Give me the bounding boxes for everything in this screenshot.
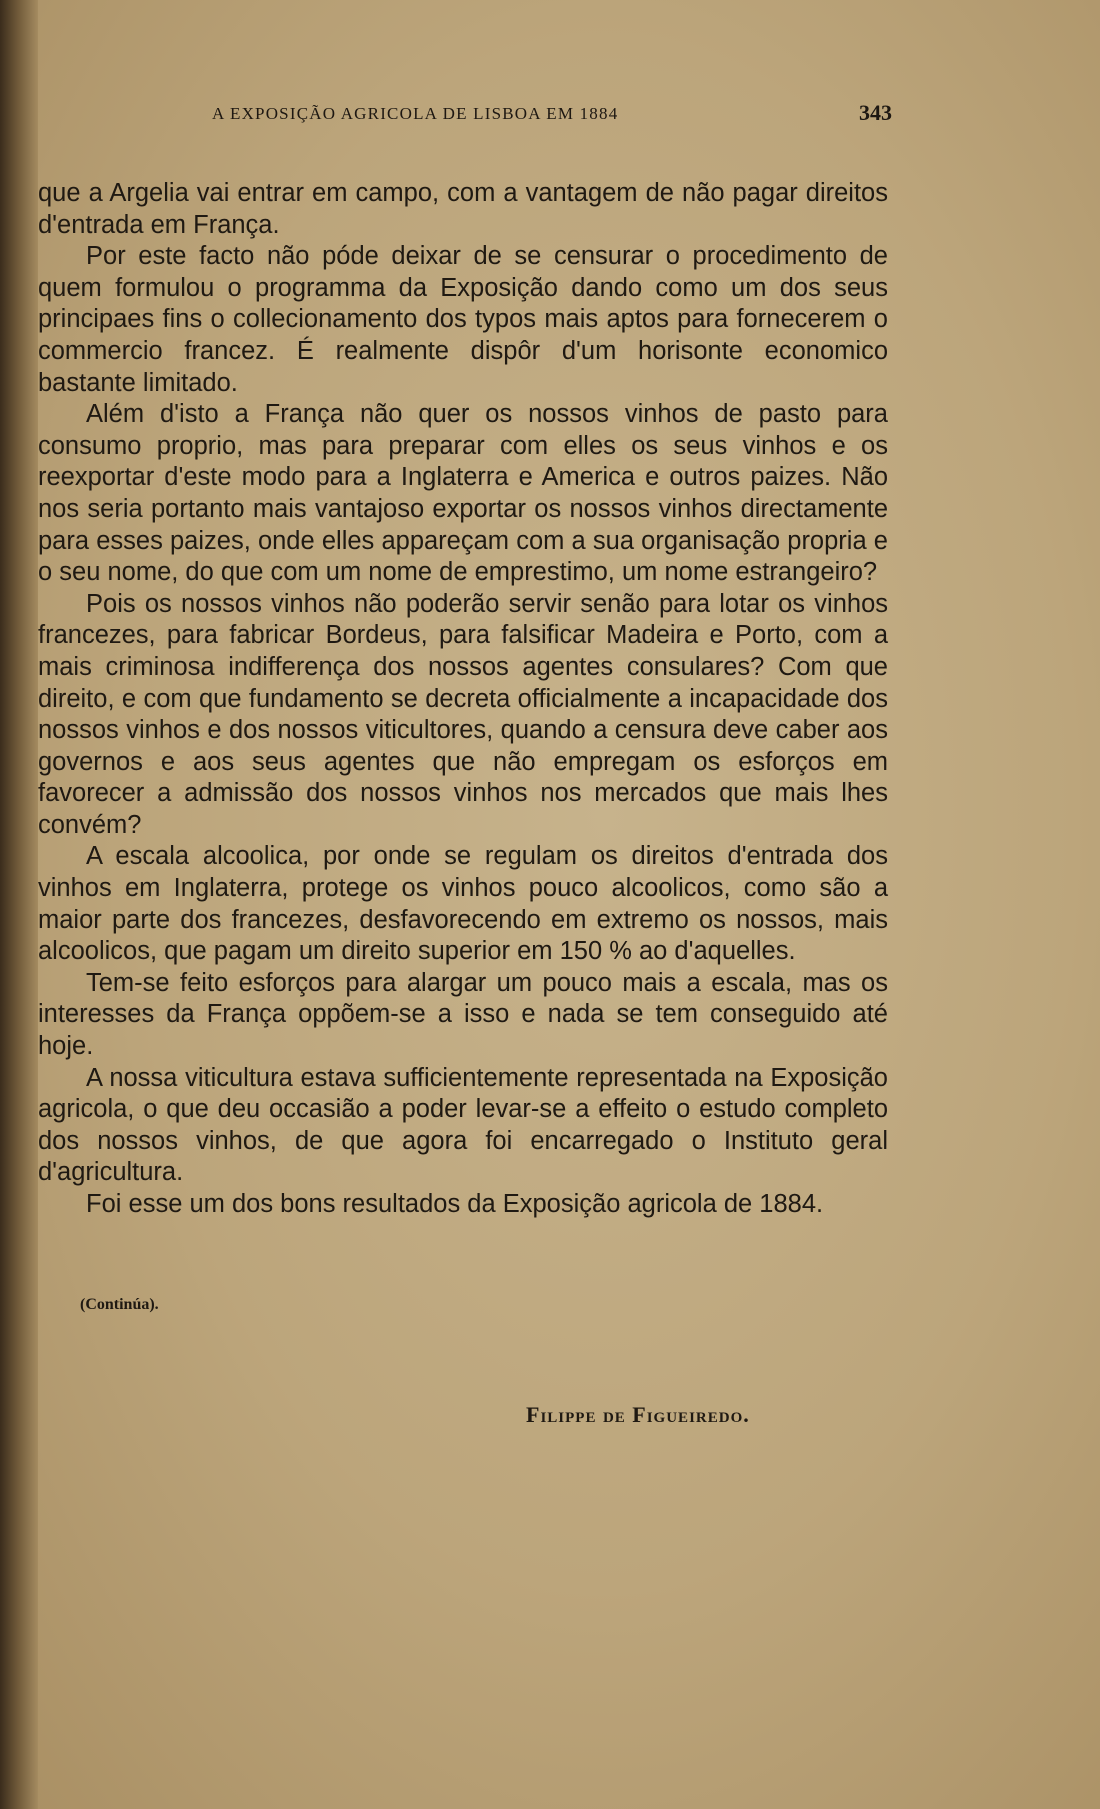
article-body — [38, 178, 888, 1221]
paragraph: Tem-se feito esforços para alargar um pouco mais a escala, mas os interesses da França oppõem-se a isso e nada se tem conseguido até hoje. — [38, 968, 888, 1061]
paragraph: que a Argelia vai entrar em campo, com a vantagem de não pagar direitos d'entrada em França. — [38, 179, 888, 239]
paragraph: A nossa viticultura estava sufficientemente representada na Exposição agricola, o que deu occasião a poder levar-se a effeito o estudo completo dos nossos vinhos, de que agora foi encarregado o Instituto geral d'agricultura. — [38, 1063, 888, 1187]
continuation-note: (Continúa). — [80, 1296, 159, 1313]
book-spine-shadow — [0, 0, 38, 1809]
paragraph: Foi esse um dos bons resultados da Exposição agricola de 1884. — [86, 1190, 824, 1218]
author-signature: Filippe de Figueiredo. — [526, 1402, 750, 1427]
page-number: 343 — [859, 100, 892, 125]
paragraph: A escala alcoolica, por onde se regulam os direitos d'entrada dos vinhos em Inglaterra, protege os vinhos pouco alcoolicos, como são a maior parte dos francezes, desfavorecendo em extremo os nossos, mais alcoolicos, que pagam um direito superior em 150 % ao d'aquelles. — [38, 842, 888, 966]
paragraph: Pois os nossos vinhos não poderão servir senão para lotar os vinhos francezes, para fabricar Bordeus, para falsificar Madeira e Porto, com a mais criminosa indifferença dos nossos agentes consulares? Com que direito, e com que fundamento se decreta officialmente a incapacidade dos nossos vinhos e dos nossos viticultores, quando a censura deve caber aos governos e aos seus agentes que não empregam os esforços em favorecer a admissão dos nossos vinhos nos mercados que mais lhes convém? — [38, 589, 888, 839]
paragraph: Por este facto não póde deixar de se censurar o procedimento de quem formulou o programma da Exposição dando como um dos seus principaes fins o collecionamento dos typos mais aptos para fornecerem o commercio francez. É realmente dispôr d'um horisonte economico bastante limitado. — [38, 242, 888, 397]
running-title: A EXPOSIÇÃO AGRICOLA DE LISBOA EM 1884 — [212, 104, 619, 123]
paragraph: Além d'isto a França não quer os nossos vinhos de pasto para consumo proprio, mas para preparar com elles os seus vinhos e os reexportar d'este modo para a Inglaterra e America e outros paizes. Não nos seria portanto mais vantajoso exportar os nossos vinhos directamente para esses paizes, onde elles appareçam com a sua organisação propria e o seu nome, do que com um nome de emprestimo, um nome estrangeiro? — [38, 400, 888, 587]
